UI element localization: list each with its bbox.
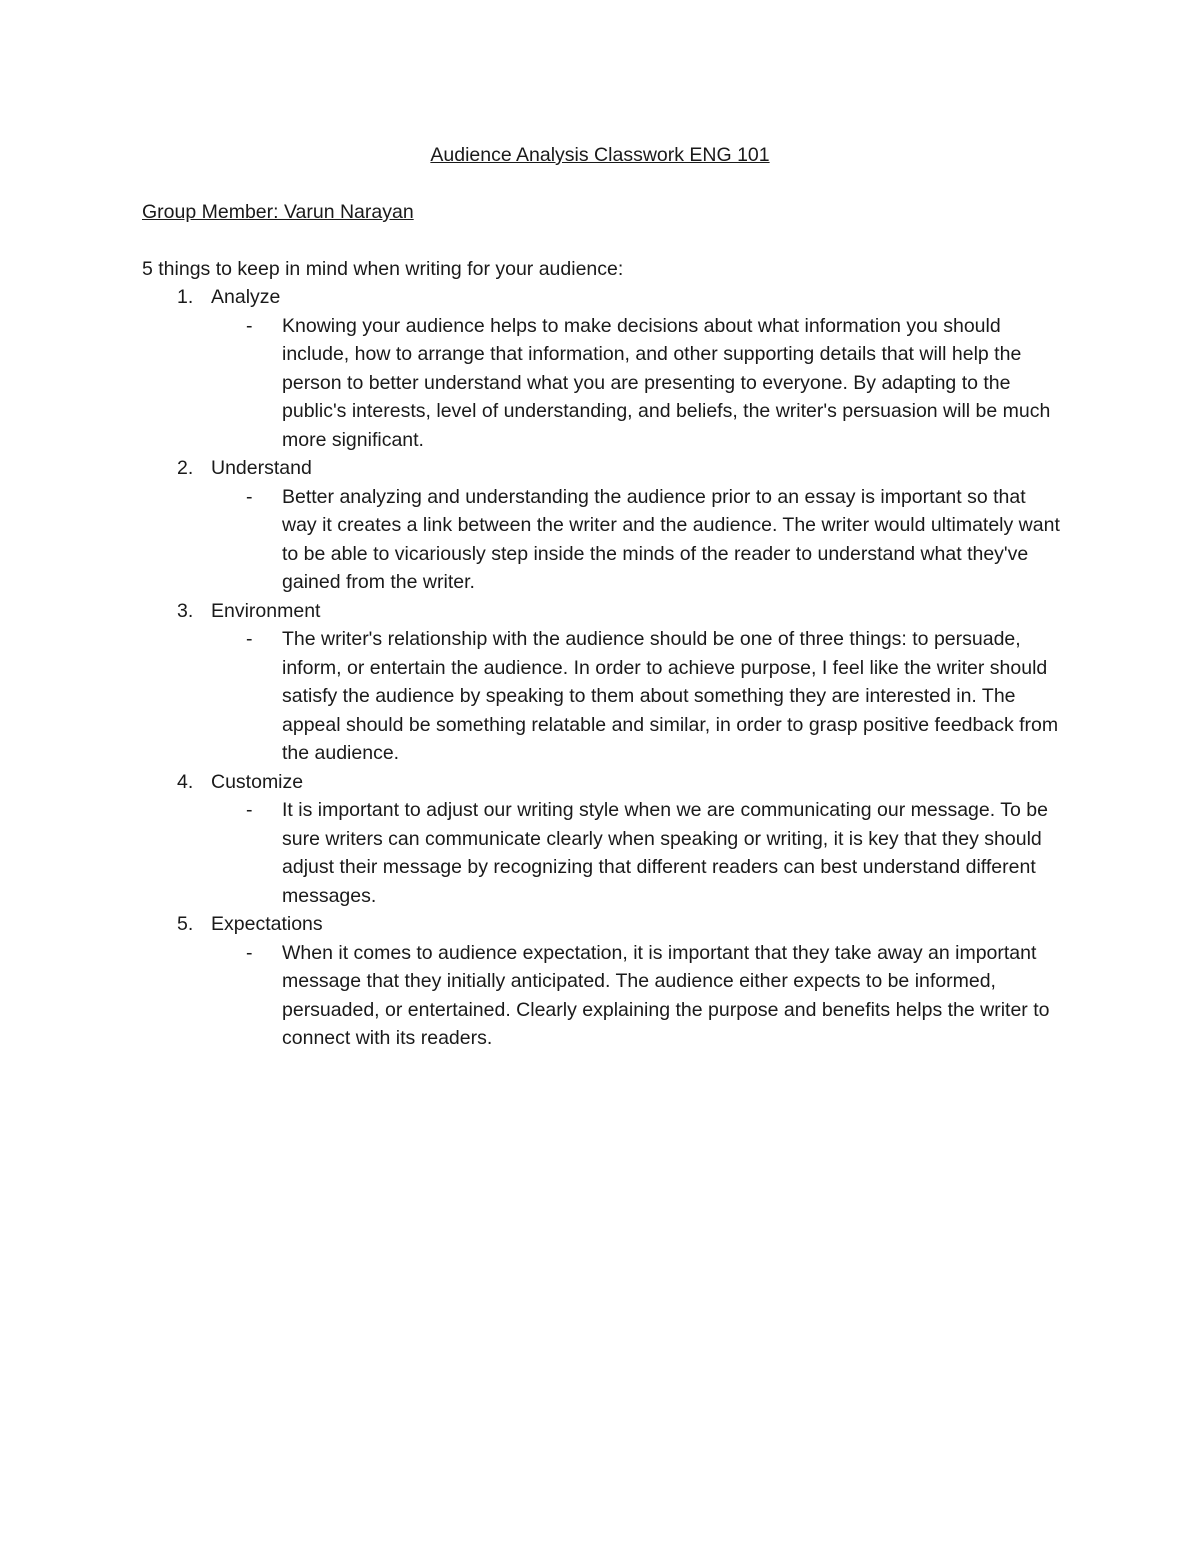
bullet-dash: - [246, 314, 253, 337]
list-item [142, 910, 1072, 1053]
bullet-dash: - [246, 799, 253, 821]
bullet-dash: - [246, 628, 253, 650]
intro-text: 5 things to keep in mind when writing for your audience: [142, 258, 624, 280]
numbered-list [142, 283, 1072, 1053]
list-item-heading [142, 910, 1072, 939]
list-item-title: Customize [211, 770, 304, 793]
list-item-heading [142, 768, 1072, 797]
bullet-dash: - [246, 485, 253, 508]
list-item-text: Better analyzing and understanding the audience prior to an essay is important so that way it creates a link between the writer and the audience. The writer would ultimately want to be able to vicariously step inside the minds of the reader to understand what they've gained from the writer. [282, 485, 1060, 593]
list-item [142, 768, 1072, 911]
list-item-text: The writer's relationship with the audience should be one of three things: to persuade, inform, or entertain the audience. In order to achieve purpose, I feel like the writer should satisfy the audience by speaking to them about something they are interested in. The appeal should be something relatable and similar, in order to grasp positive feedback from the audience. [282, 628, 1059, 764]
list-item-text: Knowing your audience helps to make decisions about what information you should include, how to arrange that information, and other supporting details that will help the person to better understand what you are presenting to everyone. By adapting to the public's interests, level of understanding, and beliefs, the writer's persuasion will be much more significant. [282, 314, 1051, 451]
list-item-number: 5. [177, 913, 194, 935]
list-item-number: 4. [177, 770, 194, 793]
list-item-title: Analyze [211, 286, 281, 308]
list-item [142, 283, 1072, 454]
list-item-body [142, 312, 1072, 455]
group-member-line: Group Member: Varun Narayan [142, 201, 414, 223]
list-item-heading [142, 597, 1072, 626]
list-item-body [142, 796, 1072, 910]
list-item-title: Environment [211, 599, 321, 622]
list-item-heading [142, 283, 1072, 312]
bullet-dash: - [246, 941, 253, 964]
list-item-body [142, 483, 1072, 597]
list-item-heading [142, 454, 1072, 483]
list-item-number: 2. [177, 457, 194, 479]
list-item-text: When it comes to audience expectation, it is important that they take away an important message that they initially anticipated. The audience either expects to be informed, persuaded, or entertained. Clearly explaining the purpose and benefits helps the writer to connect with its readers. [282, 941, 1050, 1049]
list-item-title: Understand [211, 457, 312, 479]
list-item [142, 597, 1072, 768]
list-item [142, 454, 1072, 597]
list-item-number: 1. [177, 286, 194, 308]
list-item-body [142, 625, 1072, 768]
list-item-number: 3. [177, 599, 194, 622]
list-item-text: It is important to adjust our writing style when we are communicating our message. To be sure writers can communicate clearly when speaking or writing, it is key that they should adjust their message by recognizing that different readers can best understand different messages. [282, 799, 1048, 907]
list-item-body [142, 939, 1072, 1053]
list-item-title: Expectations [211, 913, 323, 935]
document-title: Audience Analysis Classwork ENG 101 [430, 144, 770, 166]
